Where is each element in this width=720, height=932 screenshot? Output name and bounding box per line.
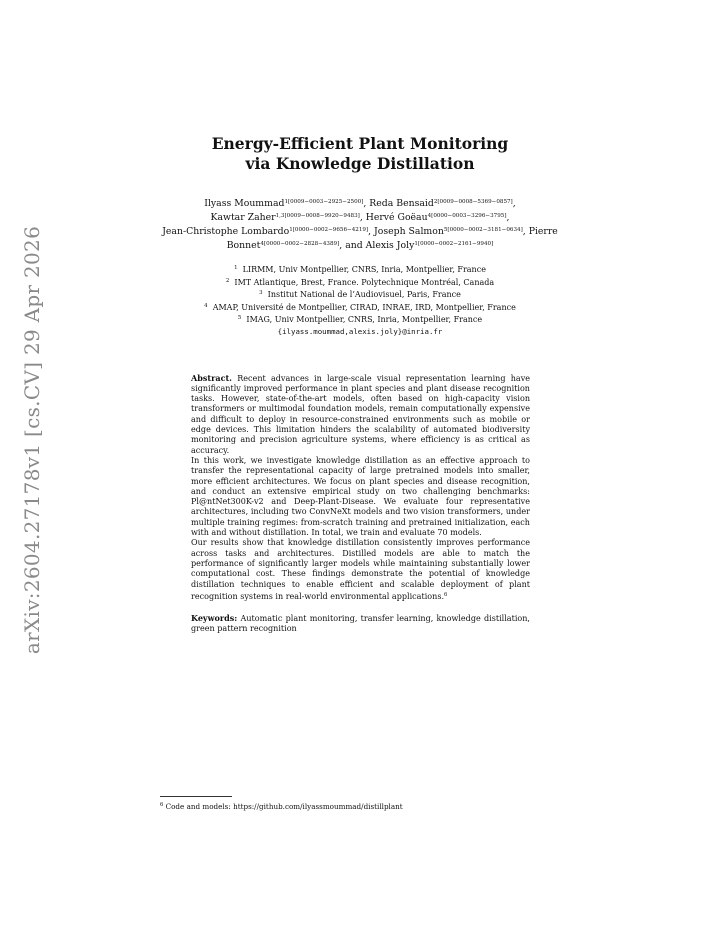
author: Joseph Salmon$^{5[0000-0002-3181-0634]}$, [374, 226, 529, 237]
keywords-label: Keywords: [191, 613, 238, 624]
affiliation: $^5$ IMAG, Univ Montpellier, CNRS, Inria, Montpellier, France [237, 315, 483, 325]
abstract [191, 373, 530, 603]
affiliation: $^3$ Institut National de l’Audiovisuel, Paris, France [259, 290, 461, 300]
author: Kawtar Zaher$^{1,3[0009-0008-9920-9483]}$, [210, 212, 366, 223]
title-line-1: Energy-Efficient Plant Monitoring [211, 134, 509, 153]
affiliation: $^4$ AMAP, Université de Montpellier, CIRAD, INRAE, IRD, Montpellier, France [204, 302, 516, 312]
affiliation: $^2$ IMT Atlantique, Brest, France. Polytechnique Montréal, Canada [225, 277, 495, 287]
footnote: $^6$ Code and models: https://github.com/ilyassmoummad/distillplant [160, 802, 403, 811]
keywords-text: Automatic plant monitoring, transfer learning, knowledge distillation, green pattern recognition [191, 614, 530, 634]
author: Jean-Christophe Lombardo$^{1[0000-0002-9656-4219]}$, [162, 226, 375, 237]
title-line-2: via Knowledge Distillation [245, 154, 475, 173]
footnote-reference[interactable]: 6 [444, 591, 448, 598]
author: Hervé Goëau$^{4[0000-0003-3296-3795]}$, [365, 212, 510, 223]
footnote-text[interactable]: Code and models: https://github.com/ilyassmoummad/distillplant [165, 802, 403, 811]
abstract-label: Abstract. [191, 372, 232, 383]
arxiv-side-stamp: arXiv:2604.27178v1 [cs.CV] 29 Apr 2026 [20, 225, 44, 655]
abstract-paragraph: Abstract. Recent advances in large-scale visual representation learning have significantly improved performance in plant species and plant disease recognition tasks. However, state-of-the-art models, often based on high-capacity vision transformers or multimodal foundation models, remain computationally expensive and difficult to deploy in resource-constrained environments such as mobile or edge devices. This limitation hinders the scalability of automated biodiversity monitoring and precision agriculture systems, where efficiency is as critical as accuracy. [191, 372, 530, 455]
author-list [160, 196, 560, 252]
footnote-divider [160, 796, 232, 797]
abstract-paragraph: Our results show that knowledge distillation consistently improves performance across tasks and architectures. Distilled models are able to match the performance of significantly larger models while maintaining substantially lower computational cost. These findings demonstrate the potential of knowledge distillation techniques to enable efficient and scalable deployment of plant recognition systems in real-world environmental applications.$^6$ [191, 538, 530, 601]
abstract-paragraph: In this work, we investigate knowledge distillation as an effective approach to transfer the representational capacity of large pretrained models into smaller, more efficient architectures. We focus on plant species and disease recognition, and conduct an extensive empirical study on two challenging benchmarks: Pl@ntNet300K-v2 and Deep-Plant-Disease. We evaluate four representative architectures, including two ConvNeXt models and two vision transformers, under multiple training regimes: from-scratch training and pretrained initialization, each with and without distillation. In total, we train and evaluate 70 models. [191, 455, 530, 538]
affiliation: $^1$ LIRMM, Univ Montpellier, CNRS, Inria, Montpellier, France [234, 265, 486, 274]
affiliation-list [160, 263, 560, 338]
author: Ilyass Moummad$^{1[0009-0003-2925-2500]}$, [204, 198, 370, 209]
contact-email[interactable]: {ilyass.moummad,alexis.joly}@inria.fr [277, 326, 443, 336]
keywords [191, 613, 530, 635]
paper-page [160, 134, 560, 811]
author: Reda Bensaid$^{2[0009-0008-5369-0857]}$, [369, 198, 516, 209]
author: Pierre Bonnet$^{4[0000-0002-2828-4389]}$, and [226, 226, 558, 251]
paper-title [160, 134, 560, 174]
author: Alexis Joly$^{1[0000-0002-2161-9940]}$ [365, 240, 494, 251]
